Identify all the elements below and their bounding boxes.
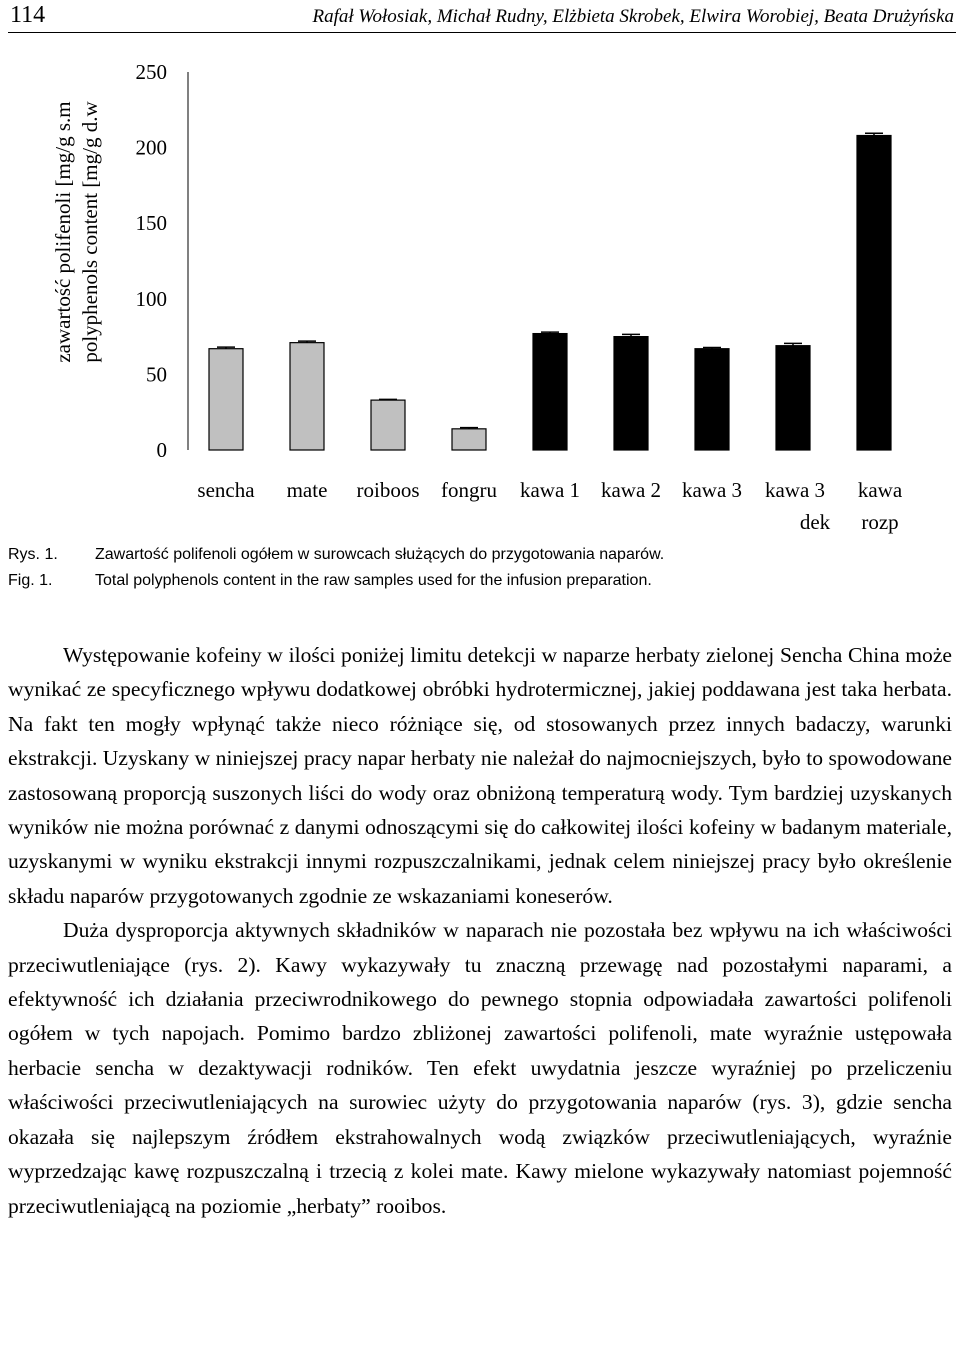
paragraph-1: Występowanie kofeiny w ilości poniżej limitu detekcji w naparze herbaty zielonej Sencha China może wynikać ze specyficznego wpływu dodatkowej obróbki hydrotermicznej, jakiej poddawana jest taka herbata. Na fakt ten mogły wpłynąć także nieco różniące się, od stosowanych przez innych badaczy, warunki ekstrakcji. Uzyskany w niniejszej pracy napar herbaty nie należał do najmocniejszych, było to spowodowane zastosowaną proporcją suszonych liści do wody oraz obniżoną temperaturą wody. Tym bardziej uzyskanych wyników nie można porównać z danymi odnoszącymi się do całkowitej ilości kofeiny w badanym materiale, uzyskanymi w wyniku ekstrakcji innymi rozpuszczalnikami, jednak celem niniejszej pracy było określenie składu naparów przygotowanych zgodnie ze wskazaniami koneserów. bbox=[8, 643, 952, 908]
polyphenols-bar-chart bbox=[0, 40, 960, 540]
y-tick-label-3: 150 bbox=[135, 211, 167, 236]
page-number: 114 bbox=[10, 2, 46, 28]
page-header bbox=[8, 0, 956, 33]
x-tick-label-5: kawa 2 bbox=[600, 478, 662, 502]
caption-en: Total polyphenols content in the raw samples used for the infusion preparation. bbox=[95, 572, 652, 589]
bar-8 bbox=[857, 136, 891, 450]
y-axis-label-pl: zawartość polifenoli [mg/g s.m bbox=[51, 101, 75, 363]
bar-4 bbox=[533, 334, 567, 450]
bar-0 bbox=[209, 349, 243, 450]
bar-1 bbox=[290, 343, 324, 450]
x-tick-label-0: sencha bbox=[197, 478, 255, 502]
x-tick-label-2: roiboos bbox=[356, 478, 420, 502]
bar-6 bbox=[695, 349, 729, 450]
y-axis-label-en: polyphenols content [mg/g d.w bbox=[78, 101, 102, 363]
x-tick-label-4: kawa 1 bbox=[519, 478, 581, 502]
caption-pl: Zawartość polifenoli ogółem w surowcach służących do przygotowania naparów. bbox=[95, 546, 665, 563]
paragraph-2: Duża dysproporcja aktywnych składników w naparach nie pozostała bez wpływu na ich właściwości przeciwutleniające (rys. 2). Kawy wykazywały tu znaczną przewagę nad pozostałymi naparami, a efektywność ich działania przeciwrodnikowego do pewnego stopnia odpowiadała zawartości polifenoli ogółem w tych napojach. Pomimo bardzo zbliżonej zawartości polifenoli, mate wyraźnie ustępowała herbacie sencha w dezaktywacji rodników. Ten efekt uwydatnia jeszcze wyraźniej po przeliczeniu właściwości przeciwutleniających na surowiec użyty do przygotowania naparów (rys. 3), gdzie sencha okazała się najlepszym źródłem ekstrahowalnych wodą związków przeciwutleniających, wyraźnie wyprzedzając kawę rozpuszczalną i trzecią z kolei mate. Kawy mielone wykazywały natomiast pojemność przeciwutleniającą na poziomie „herbaty” rooibos. bbox=[8, 918, 952, 1218]
x-tick-label-8: kawa rozp bbox=[857, 478, 903, 534]
x-tick-label-6: kawa 3 bbox=[681, 478, 743, 502]
y-tick-label-1: 50 bbox=[146, 362, 167, 387]
caption-label-pl: Rys. 1. bbox=[8, 546, 58, 563]
bar-3 bbox=[452, 429, 486, 450]
y-tick-label-2: 100 bbox=[135, 286, 167, 311]
y-tick-label-4: 200 bbox=[135, 135, 167, 160]
body-text bbox=[8, 638, 952, 1223]
bar-7 bbox=[776, 346, 810, 450]
bar-5 bbox=[614, 337, 648, 450]
caption-label-en: Fig. 1. bbox=[8, 572, 53, 589]
x-tick-label-3: fongru bbox=[441, 478, 497, 502]
x-tick-label-7: kawa 3 dek bbox=[764, 478, 831, 534]
running-head-authors: Rafał Wołosiak, Michał Rudny, Elżbieta Skrobek, Elwira Worobiej, Beata Drużyńska bbox=[312, 6, 954, 27]
x-tick-label-1: mate bbox=[286, 478, 328, 502]
bar-2 bbox=[371, 400, 405, 450]
y-tick-label-5: 250 bbox=[135, 60, 167, 84]
y-tick-label-0: 0 bbox=[156, 438, 167, 462]
